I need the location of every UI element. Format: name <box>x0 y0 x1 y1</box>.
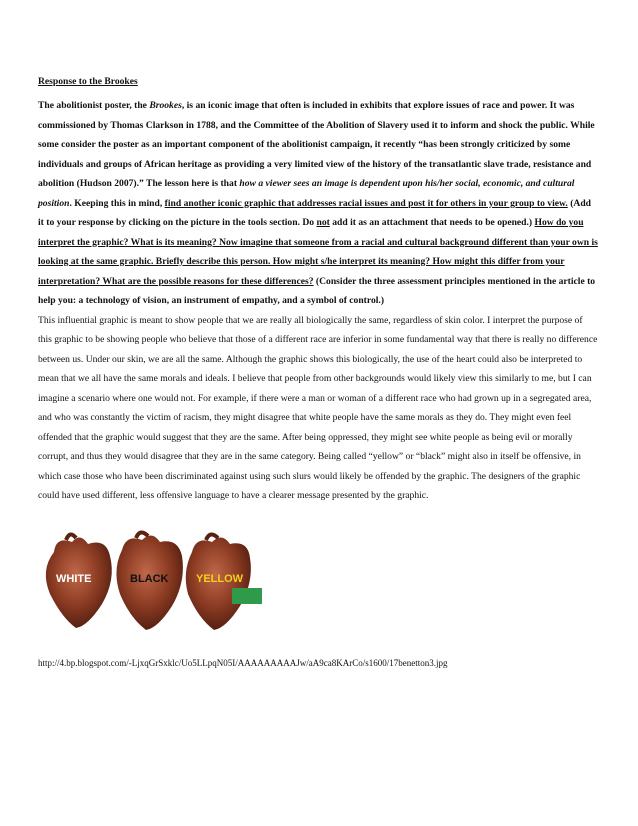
prompt-text: (Add it to your response by clicking on the picture in the tools section. Do <box>38 197 591 228</box>
page-title: Response to the Brookes <box>38 76 138 87</box>
response-paragraph: This influential graphic is meant to show people that we are really all biologically the same, regardless of skin color. I interpret the purpose of this graphic to be showing people who believe that those of a different race are inferior in some fundamental way that there is really no difference between us. Under our skin, we are all the same. Although the graphic shows this biologically, the use of the heart could also be interpreted to mean that we all have the same morals and ideals. I believe that people from other backgrounds would likely view this similarly to me, but I can imagine a scenario where one would not. For example, if there were a man or woman of a different race who had grown up in a segregated area, and who was constantly the victim of racism, they might disagree that white people have the same morals as they do. They might even feel offended that the graphic would suggest that they are the same. After being oppressed, they might see white people as being evil or morally corrupt, and thus they would disagree that they are in the same category. Being called “yellow” or “black” might also in itself be offensive, in which case those who have been discriminated against using such slurs would likely be offended by the graphic. The designers of the graphic could have used different, less offensive language to have a clearer message presented by the graphic. <box>38 314 598 501</box>
document-page <box>38 75 598 506</box>
prompt-emphasis: how a viewer sees an image is dependent upon his/her social, economic, and cultural position <box>38 178 575 209</box>
label-black: BLACK <box>130 573 169 585</box>
prompt-text: , is an iconic image that often is included in exhibits that explore issues of race and power. It was commissioned by Thomas Clarkson in 1788, and the Committee of the Abolition of Slavery used it to inform and shock the public. While some consider the poster as an important component of the abolitionist campaign, it recently “has been strongly criticized by some individuals and groups of African heritage as providing a very limited view of the history of the transatlantic slave trade, resistance and abolition (Hudson 2007).” The lesson here is that <box>38 100 595 189</box>
prompt-underlined: find another iconic graphic that addresses racial issues and post it for others in your group to view. <box>164 197 568 209</box>
prompt-text: (Consider the three assessment principles mentioned in the article to help you: a technology of vision, an instrument of empathy, and a symbol of control.) <box>38 275 596 306</box>
green-badge <box>232 588 262 604</box>
image-source-url: http://4.bp.blogspot.com/-LjxqGrSxklc/Uo5LLpqN05I/AAAAAAAAAJw/aA9ca8KArCo/s1600/17benetton3.jpg <box>38 658 448 668</box>
label-white: WHITE <box>56 573 92 585</box>
prompt-text: add it as an attachment that needs to be opened.) <box>329 217 535 228</box>
prompt-emphasis: Brookes <box>149 100 182 111</box>
assignment-prompt <box>38 96 598 311</box>
prompt-underlined: not <box>316 217 330 228</box>
prompt-underlined: How do you interpret the graphic? What is its meaning? Now imagine that someone from a racial and cultural background different than your own is looking at the same graphic. Briefly describe this person. How might s/he interpret its meaning? How might this differ from your interpretation? What are the possible reasons for these differences? <box>38 217 598 287</box>
prompt-text: . Keeping this in mind, <box>69 197 165 209</box>
prompt-text: The abolitionist poster, the <box>38 100 150 111</box>
label-yellow: YELLOW <box>196 573 244 585</box>
hearts-graphic <box>36 530 266 636</box>
hearts-image <box>36 530 266 636</box>
